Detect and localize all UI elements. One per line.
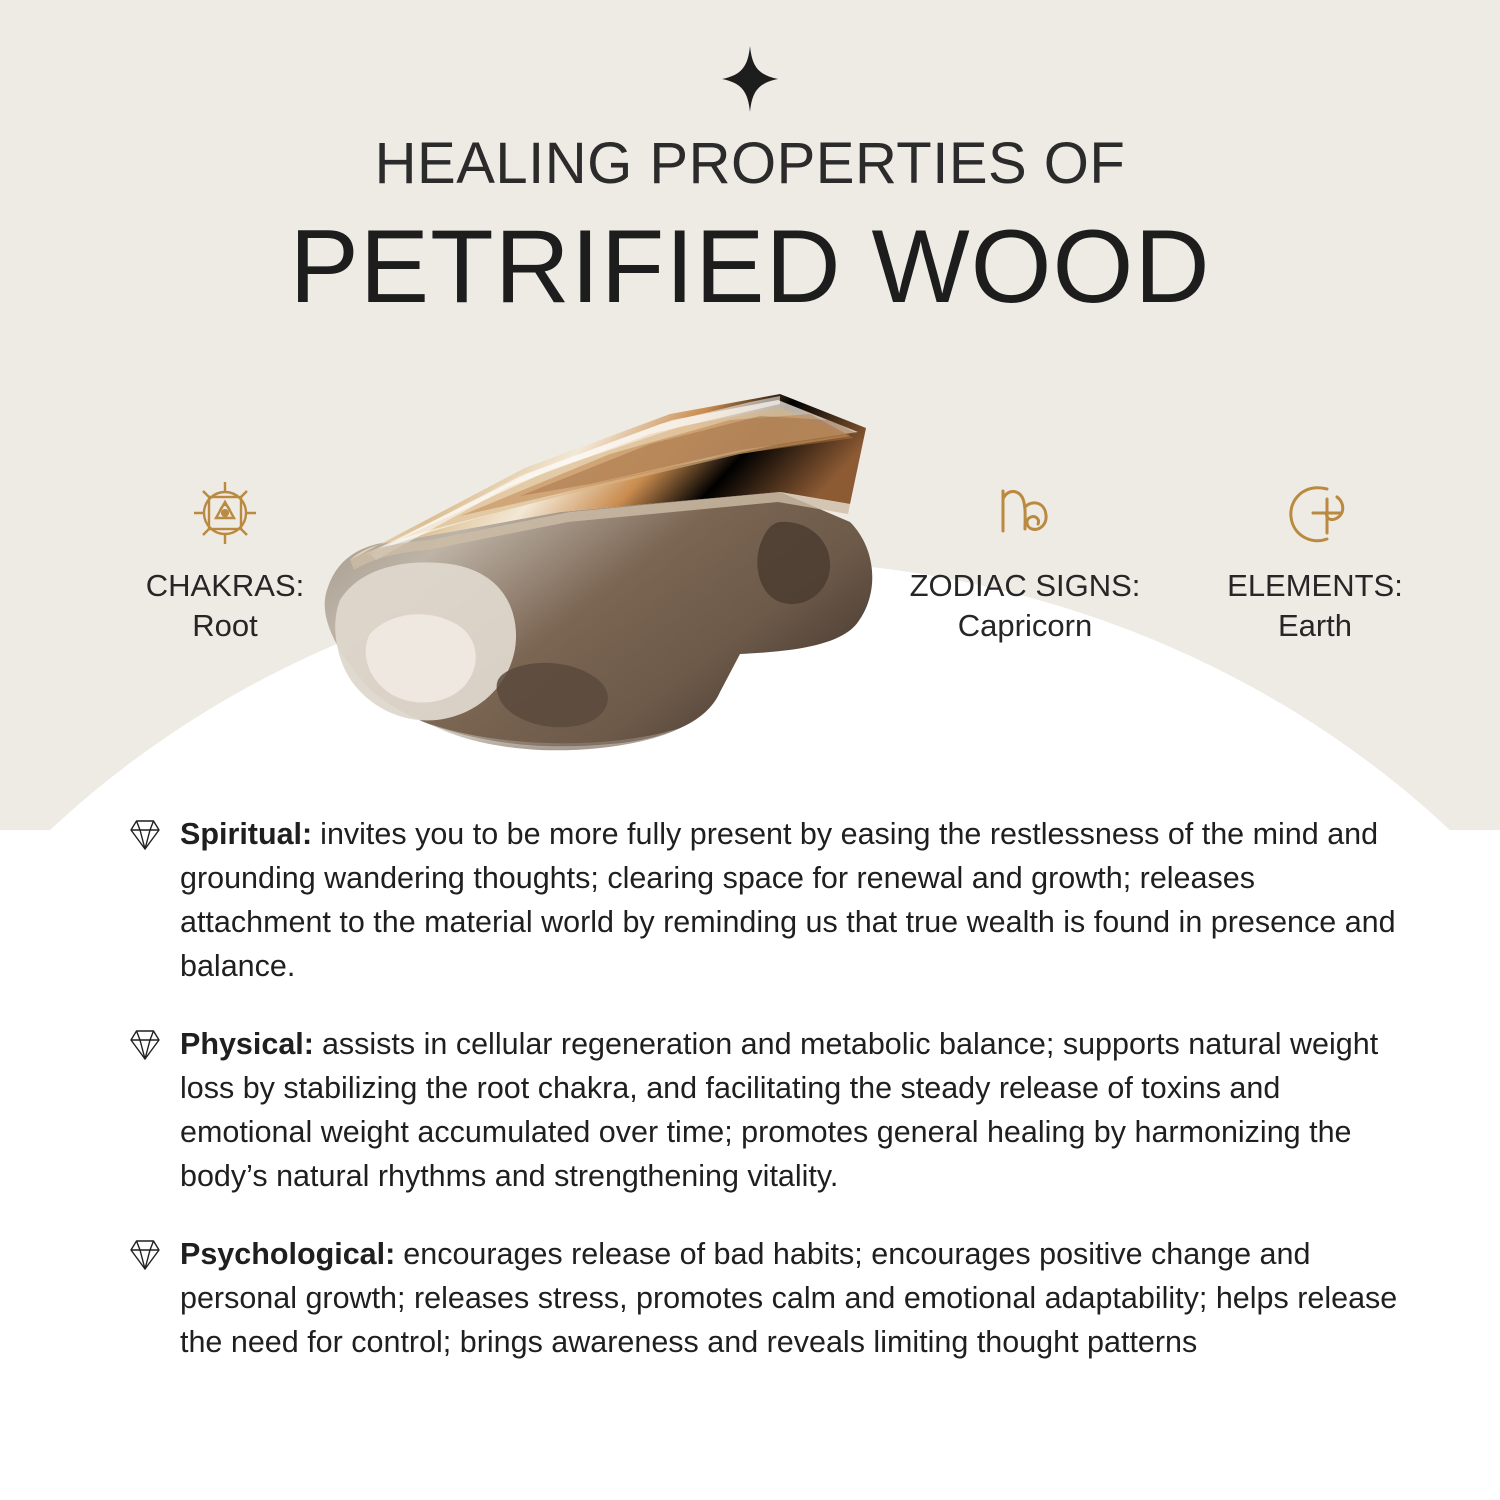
root-chakra-icon bbox=[60, 470, 390, 556]
attribute-value: Capricorn bbox=[957, 608, 1093, 643]
attribute-value: Root bbox=[192, 608, 258, 643]
capricorn-zodiac-icon bbox=[860, 470, 1190, 556]
attribute-value: Earth bbox=[1277, 608, 1353, 643]
diamond-icon bbox=[110, 812, 180, 852]
attribute-label: ZODIAC SIGNS: bbox=[909, 568, 1141, 603]
attribute-zodiac bbox=[860, 470, 1190, 646]
property-body: assists in cellular regeneration and metabolic balance; supports natural weight loss by stabilizing the root chakra, and facilitating the steady release of toxins and emotional weight accumulated over time; promotes general healing by harmonizing the body’s natural rhythms and strengthening vitality. bbox=[180, 1027, 1379, 1193]
property-body: encourages release of bad habits; encourages positive change and personal growth; releases stress, promotes calm and emotional adaptability; helps release the need for control; brings awareness and reveals limiting thought patterns bbox=[180, 1237, 1398, 1359]
property-body: invites you to be more fully present by easing the restlessness of the mind and grounding wandering thoughts; clearing space for renewal and growth; releases attachment to the material world by reminding us that true wealth is found in presence and balance. bbox=[180, 817, 1396, 983]
attribute-elements bbox=[1170, 470, 1460, 646]
property-item bbox=[110, 1022, 1410, 1198]
four-point-star-icon bbox=[0, 46, 1500, 122]
property-text bbox=[180, 1232, 1410, 1364]
property-text bbox=[180, 812, 1410, 988]
property-item bbox=[110, 812, 1410, 988]
petrified-wood-image bbox=[310, 372, 900, 792]
attribute-label: ELEMENTS: bbox=[1227, 568, 1403, 603]
diamond-icon bbox=[110, 1232, 180, 1272]
diamond-icon bbox=[110, 1022, 180, 1062]
attribute-chakras bbox=[60, 470, 390, 646]
property-title: Spiritual: bbox=[180, 817, 313, 851]
property-title: Psychological: bbox=[180, 1237, 396, 1271]
page-eyebrow: HEALING PROPERTIES OF bbox=[374, 131, 1126, 196]
earth-element-icon bbox=[1170, 470, 1460, 556]
property-text bbox=[180, 1022, 1410, 1198]
property-title: Physical: bbox=[180, 1027, 314, 1061]
attribute-label: CHAKRAS: bbox=[145, 568, 305, 603]
page-title: PETRIFIED WOOD bbox=[289, 209, 1211, 325]
property-item bbox=[110, 1232, 1410, 1364]
properties-list bbox=[110, 812, 1410, 1364]
